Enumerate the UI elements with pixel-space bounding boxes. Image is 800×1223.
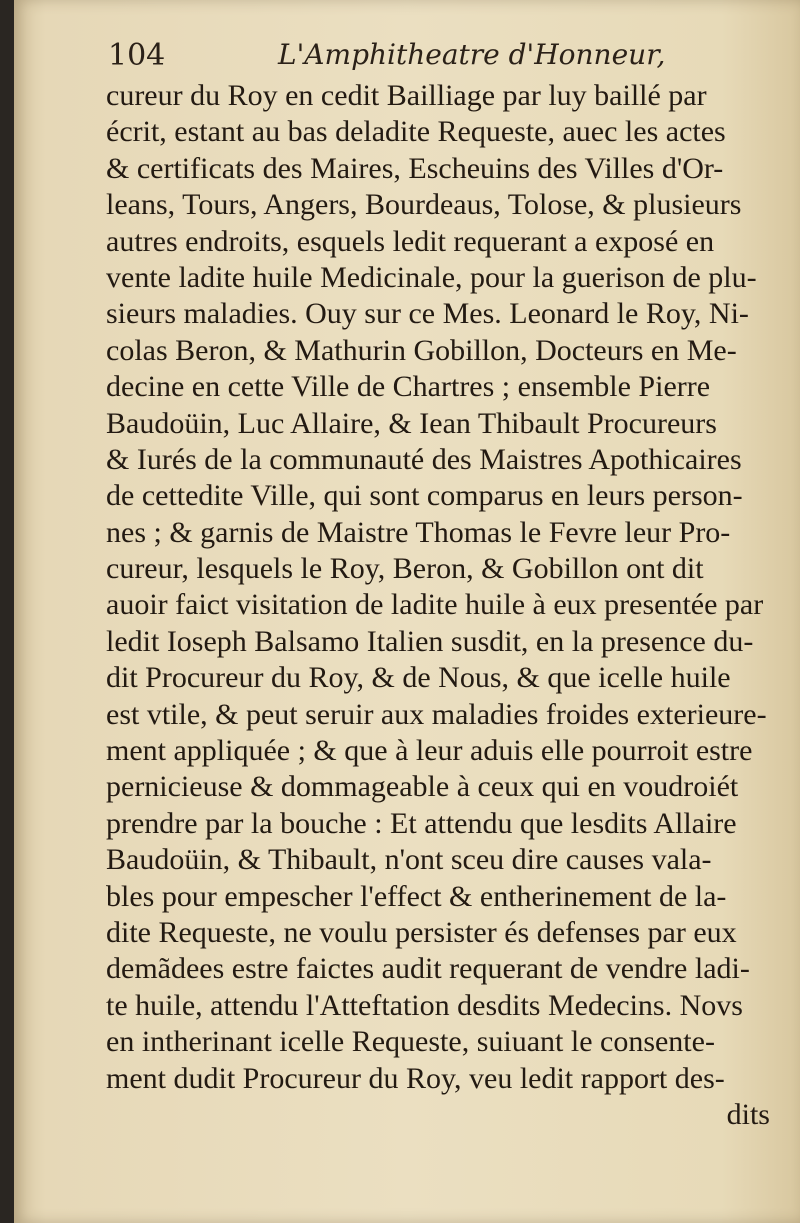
running-title: L'Amphitheatre d'Honneur, bbox=[278, 38, 666, 71]
text-line: colas Beron, & Mathurin Gobillon, Docteurs en Me- bbox=[106, 333, 737, 367]
catchword: dits bbox=[726, 1097, 770, 1131]
text-line: nes ; & garnis de Maistre Thomas le Fevre leur Pro- bbox=[106, 515, 731, 549]
text-line: autres endroits, esquels ledit requerant a exposé en bbox=[106, 224, 715, 258]
text-line: en intherinant icelle Requeste, suiuant le consente- bbox=[106, 1025, 715, 1059]
text-line: cureur, lesquels le Roy, Beron, & Gobillon ont dit bbox=[106, 552, 704, 586]
text-line: Baudoüin, & Thibault, n'ont sceu dire causes vala- bbox=[106, 843, 712, 877]
text-line: sieurs maladies. Ouy sur ce Mes. Leonard le Roy, Ni- bbox=[106, 297, 749, 331]
text-line: decine en cette Ville de Chartres ; ensemble Pierre bbox=[106, 370, 711, 404]
text-line: bles pour empescher l'effect & entherinement de la- bbox=[106, 879, 727, 913]
body-text bbox=[106, 78, 786, 1133]
text-line: ment appliquée ; & que à leur aduis elle pourroit estre bbox=[106, 734, 753, 768]
text-line: vente ladite huile Medicinale, pour la guerison de plu- bbox=[106, 260, 757, 294]
page-header bbox=[108, 36, 748, 80]
text-line: dit Procureur du Roy, & de Nous, & que icelle huile bbox=[106, 661, 731, 695]
page-number: 104 bbox=[108, 38, 166, 73]
text-line: cureur du Roy en cedit Bailliage par luy baillé par bbox=[106, 79, 707, 112]
text-line: Baudoüin, Luc Allaire, & Iean Thibault Procureurs bbox=[106, 406, 717, 440]
text-line: & certificats des Maires, Escheuins des Villes d'Or- bbox=[106, 151, 724, 185]
text-line: est vtile, & peut seruir aux maladies froides exterieure- bbox=[106, 697, 767, 731]
text-line: auoir faict visitation de ladite huile à eux presentée par bbox=[106, 588, 764, 622]
text-line: prendre par la bouche : Et attendu que lesdits Allaire bbox=[106, 806, 737, 840]
text-line: écrit, estant au bas deladite Requeste, auec les actes bbox=[106, 115, 726, 149]
text-line: demãdees estre faictes audit requerant de vendre ladi- bbox=[106, 952, 750, 986]
text-line: leans, Tours, Angers, Bourdeaus, Tolose, & plusieurs bbox=[106, 188, 742, 222]
text-line: de cettedite Ville, qui sont comparus en leurs person- bbox=[106, 479, 743, 513]
text-line: te huile, attendu l'Atteftation desdits Medecins. Novs bbox=[106, 988, 743, 1022]
text-line: pernicieuse & dommageable à ceux qui en voudroiét bbox=[106, 770, 739, 804]
text-line: dite Requeste, ne voulu persister és defenses par eux bbox=[106, 915, 737, 949]
text-line: ledit Ioseph Balsamo Italien susdit, en la presence du- bbox=[106, 624, 754, 658]
text-line: & Iurés de la communauté des Maistres Apothicaires bbox=[106, 442, 742, 476]
text-line: ment dudit Procureur du Roy, veu ledit rapport des- bbox=[106, 1061, 725, 1095]
book-page bbox=[14, 0, 800, 1223]
